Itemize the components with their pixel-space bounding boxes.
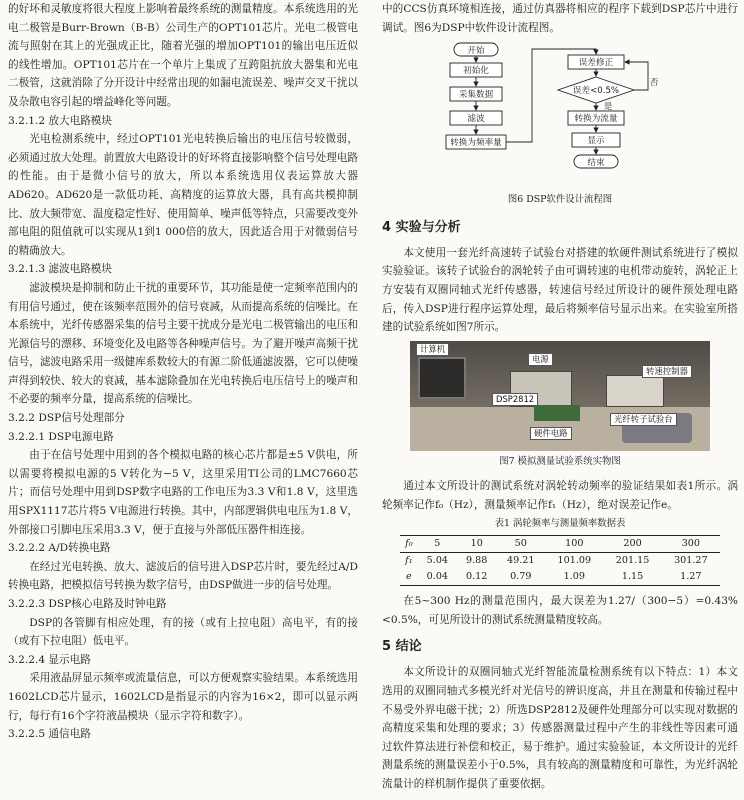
heading-3225: 3.2.2.5 通信电路: [8, 728, 91, 741]
flow-start-label: 开始: [467, 46, 485, 57]
heading-3213: 3.2.1.3 滤波电路模块: [8, 263, 112, 276]
photo-label-dsp: DSP2812: [492, 393, 538, 406]
heading-322: 3.2.2 DSP信号处理部分: [8, 412, 125, 425]
table-1: [400, 535, 720, 586]
section-4-heading: 4 实验与分析: [382, 219, 461, 235]
table-cell: 300: [662, 536, 720, 553]
paragraph-power: 由于在信号处理中用到的各个模拟电路的核心芯片都是±5 V供电，所以需要将模拟电源的5 V转化为−5 V，这里采用TI公司的LMC7660芯片；而信号处理中用到DSP数字电路的工作电压为3.3 V和1.8 V，这里选用SPX1117芯片将5 V电源进行转换。其中，内部逻辑供电电压为1.8 V，外部接口引脚电压采用3.3 V，便于直接与外部低压器件相连接。: [8, 449, 358, 536]
flow-err-fix-label: 误差修正: [578, 58, 614, 69]
table-cell: 101.09: [557, 555, 592, 567]
photo-label-power: 电源: [528, 353, 553, 366]
table-cell: 49.21: [507, 555, 535, 567]
table-cell: 5.04: [426, 555, 449, 567]
right-column: [382, 0, 738, 800]
paragraph-error: 在5~300 Hz的测量范围内，最大误差为1.27/（300−5）=0.43%<0.5%，可见所设计的测试系统测量精度较高。: [382, 595, 738, 626]
table-cell: 301.27: [674, 555, 708, 567]
paragraph-conclusion: 本文所设计的双圈同轴式光纤智能流量检测系统有以下特点：1）本文选用的双圈同轴式多模光纤对光信号的辨识度高，并且在测量和传输过程中不易受外界电磁干扰；2）所选DSP2812及硬件处理部分可以实现对数据的高精度采集和处理的要求；3）传感器测量过程中产生的非线性等因素可通过软件算法进行补偿和校正，易于维护。通过实验验证，本文所设计的光纤测量系统的测量误差小于0.5%，具有较高的测量精度和可靠性，为光纤涡轮流量计的样机制作提供了重要依据。: [382, 666, 738, 790]
flow-end-label: 结束: [587, 158, 605, 169]
table-row: [400, 553, 720, 570]
photo-label-rotor: 光纤转子试验台: [610, 413, 677, 426]
table-cell: 9.88: [466, 555, 488, 567]
table-cell: 50: [496, 536, 545, 553]
table-cell: 1.09: [545, 569, 603, 586]
heading-3212: 3.2.1.2 放大电路模块: [8, 114, 112, 127]
table-cell: 200: [603, 536, 661, 553]
table-row-label: e: [400, 569, 418, 586]
section-5-heading: 5 结论: [382, 639, 422, 655]
table-row: [400, 569, 720, 586]
flow-yes-label: 是: [603, 102, 613, 113]
photo-label-speed-controller: 转速控制器: [642, 365, 692, 378]
flow-sample-label: 采集数据: [458, 90, 494, 101]
table-cell: 0.12: [457, 569, 496, 586]
paragraph-results: 通过本文所设计的测试系统对涡轮转动频率的验证结果如表1所示。涡轮频率记作f₀（Hz），测量频率记作f₁（Hz），绝对误差记作e。: [382, 480, 738, 511]
flow-err-check-label: 误差<0.5%: [572, 86, 620, 97]
paragraph-dsp-core: DSP的各管脚有相应处理，有的接（或有上拉电阻）高电平，有的接（或有下拉电阻）低电平。: [8, 616, 358, 648]
table-cell: 0.79: [496, 569, 545, 586]
photo-monitor: [418, 357, 466, 399]
photo-label-computer: 计算机: [416, 343, 449, 356]
flowchart-fig6: [382, 41, 738, 189]
flow-init-label: 初始化: [463, 66, 489, 77]
paragraph-amplifier: 光电检测系统中，经过OPT101光电转换后输出的电压信号较微弱，必须通过放大处理。前置放大电路设计的好坏将直接影响整个信号处理电路的性能。由于是微小信号的放大，所以本系统选用仪表运算放大器AD620。AD620是一款低功耗、高精度的运算放大器，具有高共模抑制比、放大频带宽、温度稳定性好、使用简单、噪声低等特点，只需要改变外部电阻的阻值就可以实现从1到1 000倍的放大，因此适合用于对微弱信号的精确放大。: [8, 133, 358, 257]
table-row-label: f₁: [405, 555, 413, 567]
flowchart-svg: [382, 41, 738, 189]
table-cell: 100: [545, 536, 603, 553]
paragraph-opt101: 的好坏和灵敏度将很大程度上影响着最终系统的测量精度。本系统选用的光电二极管是Burr-Brown（B-B）公司生产的OPT101芯片。光电二极管电流与照射在其上的光强成正比，随着光强的增加OPT101的输出电压近似的线性增加。OPT101芯片在一个单片上集成了互跨阻抗放大器集和光电二极管，这就消除了分开设计中经常出现的如漏电流误差、噪声交叉干扰以及杂散电容引起的增益峰化等问题。: [8, 3, 358, 108]
table-cell: 0.04: [418, 569, 457, 586]
heading-3221: 3.2.2.1 DSP电源电路: [8, 430, 114, 443]
flow-display-label: 显示: [587, 136, 605, 147]
table-cell: 10: [457, 536, 496, 553]
flow-to-freq-label: 转换为频率量: [450, 138, 502, 149]
heading-3224: 3.2.2.4 显示电路: [8, 653, 91, 666]
flow-no-label: 否: [649, 78, 659, 89]
paragraph-ccs: 中的CCS仿真环境相连接，通过仿真器将相应的程序下载到DSP芯片中进行调试。图6为DSP中软件设计流程图。: [382, 3, 738, 34]
paragraph-filter: 滤波模块是抑制和防止干扰的重要环节，其功能是使一定频率范围内的有用信号通过，使在该频率范围外的信号衰减，从而提高系统的信噪比。在本系统中，光纤传感器采集的信号主要干扰成分是光电二极管输出的电压和光源信号的漂移、环境变化及电路等各种噪声信号。为了避开噪声高频干扰信号，滤波电路采用一级健库系数较大的有源二阶低通滤波器，它可以使噪声得到较快、较大的衰减，基本滤除叠加在光电转换后电压信号上的噪声和不必要的频率分量，提高系统的信噪比。: [8, 281, 358, 406]
left-column: [8, 0, 358, 800]
paragraph-display: 采用液晶屏显示频率或流量信息，可以方便观察实验结果。本系统选用1602LCD芯片显示，1602LCD是指显示的内容为16×2，即可以显示两行，每行有16个字符液晶模块（显示字符和数字）。: [8, 672, 358, 722]
photo-controller: [606, 375, 664, 407]
table-row-label: f₀: [400, 536, 418, 553]
flow-filter-label: 滤波: [467, 114, 485, 125]
table-cell: 201.15: [615, 555, 650, 567]
table-row: [400, 536, 720, 553]
table-cell: 5: [418, 536, 457, 553]
fig7-caption: 图7 模拟测量试验系统实物图: [499, 455, 621, 467]
photo-dsp-board: [534, 405, 580, 421]
table-cell: 1.15: [603, 569, 661, 586]
flow-to-flow-label: 转换为流量: [574, 114, 618, 125]
heading-3223: 3.2.2.3 DSP核心电路及时钟电路: [8, 598, 167, 610]
table-cell: 1.27: [662, 569, 720, 586]
paragraph-experiment: 本文使用一套光纤高速转子试验台对搭建的软硬件测试系统进行了模拟实验验证。该转子试验台的涡轮转子由可调转速的电机带动旋转，涡轮正上方安装有双圈同轴式光纤传感器，转速信号经过所设计的硬件预处理电路后，传入DSP进行程序运算处理，最后将频率信号显示出来。在实验室所搭建的试验系统如图7所示。: [382, 246, 738, 334]
heading-3222: 3.2.2.2 A/D转换电路: [8, 542, 111, 555]
photo-label-hardware: 硬件电路: [530, 427, 572, 440]
paragraph-adc: 在经过光电转换、放大、滤波后的信号进入DSP芯片时，要先经过A/D转换电路，把模拟信号转换为数字信号，由DSP做进一步的信号处理。: [8, 560, 358, 592]
table1-caption: 表1 涡轮频率与测量频率数据表: [494, 517, 626, 529]
experiment-photo: [410, 341, 710, 451]
fig6-caption: 图6 DSP软件设计流程图: [507, 194, 613, 206]
